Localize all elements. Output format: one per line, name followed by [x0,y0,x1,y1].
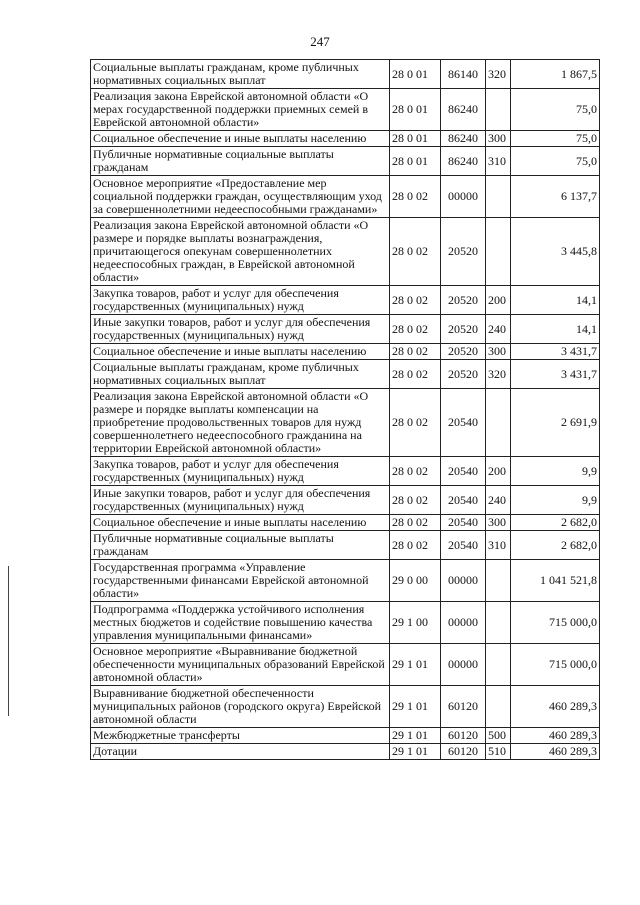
row-amount-cell: 715 000,0 [511,644,600,686]
row-amount-cell: 2 691,9 [511,389,600,457]
row-name-cell: Социальные выплаты гражданам, кроме публичных нормативных социальных выплат [91,360,390,389]
row-program-code-cell: 28 0 02 [390,218,441,286]
row-expense-type-cell [486,218,511,286]
row-name-cell: Государственная программа «Управление государственными финансами Еврейской автономной области» [91,560,390,602]
row-direction-code-cell: 20540 [441,515,486,531]
table-row [91,686,600,728]
row-expense-type-cell: 300 [486,344,511,360]
row-expense-type-cell: 500 [486,728,511,744]
row-name-cell: Социальное обеспечение и иные выплаты населению [91,344,390,360]
row-program-code-cell: 29 1 00 [390,602,441,644]
row-expense-type-cell: 300 [486,131,511,147]
table-row [91,728,600,744]
row-program-code-cell: 29 0 00 [390,560,441,602]
row-program-code-cell: 28 0 02 [390,531,441,560]
row-name-cell: Закупка товаров, работ и услуг для обеспечения государственных (муниципальных) нужд [91,286,390,315]
row-amount-cell: 1 041 521,8 [511,560,600,602]
row-expense-type-cell [486,602,511,644]
row-name-cell: Публичные нормативные социальные выплаты гражданам [91,531,390,560]
table-row [91,60,600,89]
table-row [91,560,600,602]
row-amount-cell: 2 682,0 [511,531,600,560]
row-expense-type-cell [486,176,511,218]
row-direction-code-cell: 86240 [441,131,486,147]
row-expense-type-cell: 310 [486,147,511,176]
row-direction-code-cell: 86240 [441,147,486,176]
table-row [91,644,600,686]
row-expense-type-cell [486,644,511,686]
row-name-cell: Реализация закона Еврейской автономной области «О мерах государственной поддержки приемных семей в Еврейской автономной области» [91,89,390,131]
row-direction-code-cell: 20540 [441,531,486,560]
row-direction-code-cell: 20520 [441,360,486,389]
row-name-cell: Дотации [91,744,390,760]
row-name-cell: Межбюджетные трансферты [91,728,390,744]
row-program-code-cell: 28 0 02 [390,457,441,486]
row-amount-cell: 460 289,3 [511,744,600,760]
table-row [91,218,600,286]
row-expense-type-cell: 200 [486,457,511,486]
row-direction-code-cell: 00000 [441,602,486,644]
row-expense-type-cell [486,389,511,457]
row-direction-code-cell: 20520 [441,344,486,360]
row-expense-type-cell: 320 [486,60,511,89]
row-amount-cell: 14,1 [511,286,600,315]
row-program-code-cell: 28 0 02 [390,344,441,360]
row-program-code-cell: 28 0 02 [390,486,441,515]
table-row [91,89,600,131]
budget-table-body [91,60,600,760]
row-expense-type-cell [486,686,511,728]
page-number: 247 [310,34,330,49]
row-expense-type-cell [486,560,511,602]
table-row [91,315,600,344]
row-amount-cell: 75,0 [511,89,600,131]
row-amount-cell: 3 445,8 [511,218,600,286]
row-amount-cell: 9,9 [511,486,600,515]
row-amount-cell: 3 431,7 [511,344,600,360]
row-name-cell: Основное мероприятие «Предоставление мер социальной поддержки граждан, осуществляющим уход за совершеннолетними недееспособными гражданами» [91,176,390,218]
table-row [91,176,600,218]
row-expense-type-cell [486,89,511,131]
row-amount-cell: 9,9 [511,457,600,486]
row-direction-code-cell: 20540 [441,389,486,457]
table-row [91,515,600,531]
row-direction-code-cell: 20540 [441,457,486,486]
table-row [91,131,600,147]
row-name-cell: Социальные выплаты гражданам, кроме публичных нормативных социальных выплат [91,60,390,89]
margin-line [8,566,9,716]
row-direction-code-cell: 86140 [441,60,486,89]
row-direction-code-cell: 00000 [441,176,486,218]
table-row [91,286,600,315]
row-amount-cell: 1 867,5 [511,60,600,89]
row-name-cell: Реализация закона Еврейской автономной области «О размере и порядке выплаты вознаграждения, причитающегося опекунам совершеннолетних недееспособных граждан, в Еврейской автономной области» [91,218,390,286]
row-program-code-cell: 28 0 02 [390,176,441,218]
row-program-code-cell: 29 1 01 [390,744,441,760]
row-expense-type-cell: 200 [486,286,511,315]
table-row [91,344,600,360]
row-name-cell: Закупка товаров, работ и услуг для обеспечения государственных (муниципальных) нужд [91,457,390,486]
row-name-cell: Подпрограмма «Поддержка устойчивого исполнения местных бюджетов и содействие повышению качества управления муниципальными финансами» [91,602,390,644]
row-expense-type-cell: 300 [486,515,511,531]
row-program-code-cell: 28 0 02 [390,515,441,531]
row-program-code-cell: 28 0 02 [390,286,441,315]
row-program-code-cell: 28 0 01 [390,147,441,176]
table-row [91,602,600,644]
row-name-cell: Выравнивание бюджетной обеспеченности муниципальных районов (городского округа) Еврейской автономной области [91,686,390,728]
row-expense-type-cell: 320 [486,360,511,389]
row-program-code-cell: 28 0 01 [390,131,441,147]
row-amount-cell: 460 289,3 [511,728,600,744]
row-direction-code-cell: 86240 [441,89,486,131]
table-row [91,360,600,389]
table-row [91,147,600,176]
table-row [91,531,600,560]
table-row [91,744,600,760]
row-direction-code-cell: 00000 [441,560,486,602]
row-amount-cell: 3 431,7 [511,360,600,389]
row-amount-cell: 460 289,3 [511,686,600,728]
row-amount-cell: 75,0 [511,147,600,176]
row-program-code-cell: 28 0 01 [390,89,441,131]
row-amount-cell: 715 000,0 [511,602,600,644]
row-direction-code-cell: 20540 [441,486,486,515]
table-row [91,486,600,515]
row-name-cell: Основное мероприятие «Выравнивание бюджетной обеспеченности муниципальных образований Еврейской автономной области» [91,644,390,686]
row-expense-type-cell: 510 [486,744,511,760]
row-program-code-cell: 29 1 01 [390,728,441,744]
row-amount-cell: 14,1 [511,315,600,344]
row-name-cell: Публичные нормативные социальные выплаты гражданам [91,147,390,176]
budget-table [90,59,600,760]
row-direction-code-cell: 20520 [441,315,486,344]
row-direction-code-cell: 20520 [441,218,486,286]
row-program-code-cell: 28 0 02 [390,315,441,344]
row-program-code-cell: 29 1 01 [390,644,441,686]
row-direction-code-cell: 60120 [441,744,486,760]
row-program-code-cell: 28 0 01 [390,60,441,89]
table-row [91,457,600,486]
row-expense-type-cell: 310 [486,531,511,560]
row-program-code-cell: 29 1 01 [390,686,441,728]
row-name-cell: Реализация закона Еврейской автономной области «О размере и порядке выплаты компенсации на приобретение продовольственных товаров для нужд совершеннолетнего недееспособного гражданина на территории Еврейской автономной области» [91,389,390,457]
row-direction-code-cell: 60120 [441,728,486,744]
row-program-code-cell: 28 0 02 [390,389,441,457]
row-expense-type-cell: 240 [486,315,511,344]
row-direction-code-cell: 20520 [441,286,486,315]
row-expense-type-cell: 240 [486,486,511,515]
row-direction-code-cell: 00000 [441,644,486,686]
row-direction-code-cell: 60120 [441,686,486,728]
row-name-cell: Социальное обеспечение и иные выплаты населению [91,131,390,147]
row-name-cell: Иные закупки товаров, работ и услуг для обеспечения государственных (муниципальных) нужд [91,486,390,515]
row-name-cell: Иные закупки товаров, работ и услуг для обеспечения государственных (муниципальных) нужд [91,315,390,344]
row-name-cell: Социальное обеспечение и иные выплаты населению [91,515,390,531]
row-program-code-cell: 28 0 02 [390,360,441,389]
row-amount-cell: 2 682,0 [511,515,600,531]
table-row [91,389,600,457]
row-amount-cell: 6 137,7 [511,176,600,218]
row-amount-cell: 75,0 [511,131,600,147]
